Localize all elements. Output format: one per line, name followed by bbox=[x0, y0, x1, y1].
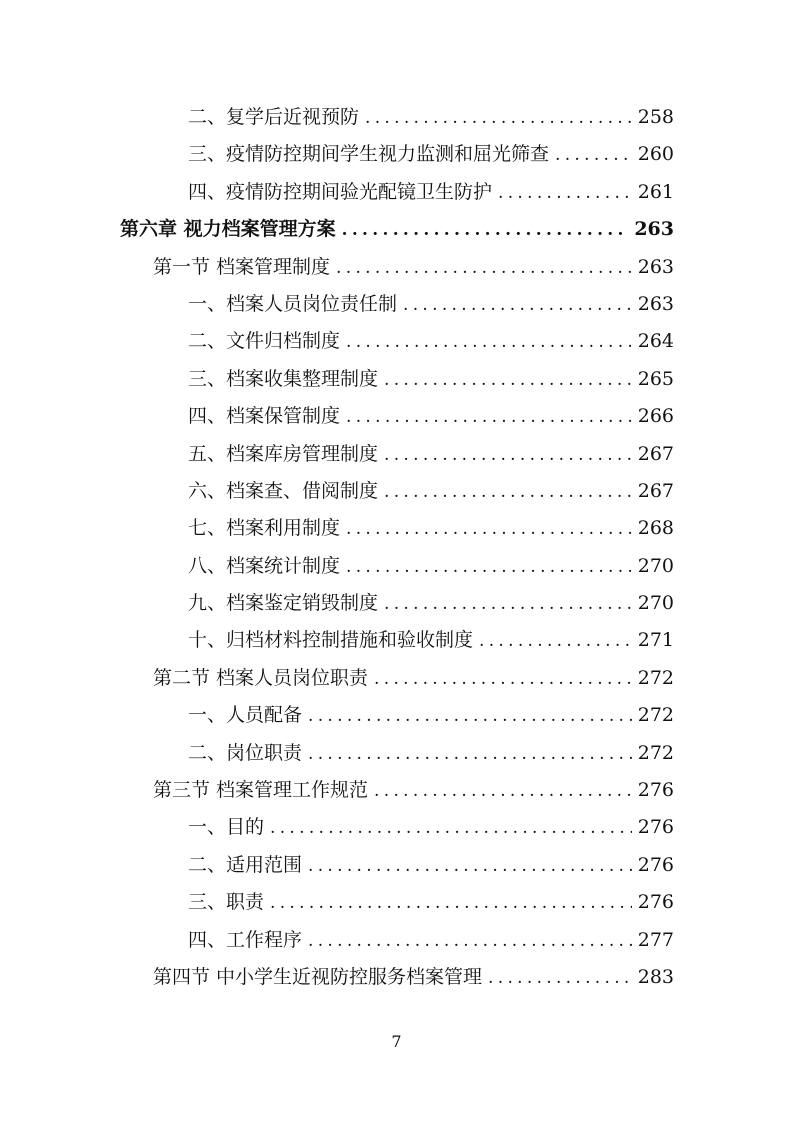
table-of-contents bbox=[0, 99, 793, 996]
toc-entry-page-number: 258 bbox=[637, 106, 674, 128]
toc-entry-label: 六、档案查、借阅制度 bbox=[188, 479, 379, 502]
toc-entry-label: 二、岗位职责 bbox=[188, 741, 303, 764]
toc-entry-item[interactable] bbox=[0, 286, 793, 323]
toc-entry-label: 九、档案鉴定销毁制度 bbox=[188, 592, 379, 615]
toc-entry-item[interactable] bbox=[0, 922, 793, 959]
toc-entry-label: 二、文件归档制度 bbox=[188, 330, 341, 353]
dot-leader bbox=[403, 287, 632, 324]
toc-entry-label: 第六章 视力档案管理方案 bbox=[120, 218, 336, 241]
toc-entry-page-number: 270 bbox=[637, 554, 674, 577]
toc-entry-page-number: 265 bbox=[637, 367, 674, 390]
toc-entry-page-number: 272 bbox=[637, 741, 674, 764]
toc-entry-item[interactable] bbox=[0, 99, 793, 136]
dot-leader bbox=[308, 698, 632, 735]
toc-entry-section[interactable] bbox=[0, 249, 793, 286]
toc-entry-page-number: 276 bbox=[637, 816, 674, 839]
toc-entry-label: 一、目的 bbox=[188, 816, 265, 839]
toc-entry-item[interactable] bbox=[0, 473, 793, 510]
toc-entry-label: 五、档案库房管理制度 bbox=[188, 442, 379, 465]
dot-leader bbox=[346, 549, 632, 586]
dot-leader bbox=[555, 137, 632, 174]
toc-entry-item[interactable] bbox=[0, 398, 793, 435]
toc-entry-page-number: 267 bbox=[637, 479, 674, 502]
toc-entry-chapter[interactable] bbox=[0, 211, 793, 248]
toc-entry-page-number: 277 bbox=[637, 928, 674, 951]
toc-entry-page-number: 283 bbox=[637, 965, 674, 988]
dot-leader bbox=[270, 885, 632, 922]
toc-entry-item[interactable] bbox=[0, 436, 793, 473]
dot-leader bbox=[384, 586, 632, 623]
toc-entry-label: 一、人员配备 bbox=[188, 704, 303, 727]
dot-leader bbox=[346, 324, 632, 361]
toc-entry-label: 四、工作程序 bbox=[188, 928, 303, 951]
toc-entry-item[interactable] bbox=[0, 884, 793, 921]
toc-entry-item[interactable] bbox=[0, 735, 793, 772]
dot-leader bbox=[308, 923, 632, 960]
toc-entry-page-number: 263 bbox=[637, 255, 674, 278]
toc-entry-page-number: 276 bbox=[637, 891, 674, 914]
toc-entry-item[interactable] bbox=[0, 136, 793, 173]
toc-entry-section[interactable] bbox=[0, 772, 793, 809]
toc-entry-page-number: 272 bbox=[637, 704, 674, 727]
toc-entry-page-number: 263 bbox=[634, 218, 674, 241]
toc-entry-item[interactable] bbox=[0, 548, 793, 585]
dot-leader bbox=[374, 661, 632, 698]
dot-leader bbox=[384, 474, 632, 511]
toc-entry-label: 四、档案保管制度 bbox=[188, 405, 341, 428]
dot-leader bbox=[336, 250, 632, 287]
dot-leader bbox=[346, 511, 632, 548]
dot-leader bbox=[498, 175, 632, 212]
dot-leader bbox=[488, 960, 632, 997]
toc-entry-item[interactable] bbox=[0, 809, 793, 846]
toc-entry-page-number: 263 bbox=[637, 292, 674, 315]
toc-entry-label: 第一节 档案管理制度 bbox=[153, 255, 331, 278]
toc-entry-item[interactable] bbox=[0, 361, 793, 398]
toc-entry-page-number: 261 bbox=[637, 180, 674, 203]
toc-entry-item[interactable] bbox=[0, 697, 793, 734]
dot-leader bbox=[365, 100, 632, 137]
toc-entry-label: 十、归档材料控制措施和验收制度 bbox=[188, 629, 474, 652]
toc-entry-page-number: 268 bbox=[637, 517, 674, 540]
toc-entry-label: 第二节 档案人员岗位职责 bbox=[153, 666, 369, 689]
dot-leader bbox=[384, 437, 632, 474]
toc-entry-page-number: 276 bbox=[637, 853, 674, 876]
dot-leader bbox=[342, 212, 629, 249]
toc-entry-page-number: 266 bbox=[637, 405, 674, 428]
dot-leader bbox=[346, 399, 632, 436]
toc-entry-label: 三、职责 bbox=[188, 891, 265, 914]
toc-entry-label: 二、复学后近视预防 bbox=[188, 106, 360, 128]
toc-entry-section[interactable] bbox=[0, 660, 793, 697]
dot-leader bbox=[384, 362, 632, 399]
toc-entry-page-number: 267 bbox=[637, 442, 674, 465]
toc-entry-item[interactable] bbox=[0, 323, 793, 360]
toc-entry-page-number: 270 bbox=[637, 592, 674, 615]
dot-leader bbox=[479, 623, 632, 660]
toc-entry-label: 一、档案人员岗位责任制 bbox=[188, 292, 398, 315]
toc-entry-item[interactable] bbox=[0, 510, 793, 547]
toc-entry-section[interactable] bbox=[0, 959, 793, 996]
toc-entry-label: 七、档案利用制度 bbox=[188, 517, 341, 540]
toc-entry-page-number: 260 bbox=[637, 143, 674, 166]
page-number: 7 bbox=[391, 1032, 402, 1051]
toc-entry-page-number: 272 bbox=[637, 666, 674, 689]
dot-leader bbox=[270, 810, 632, 847]
toc-entry-item[interactable] bbox=[0, 174, 793, 211]
toc-entry-label: 二、适用范围 bbox=[188, 853, 303, 876]
toc-entry-label: 三、档案收集整理制度 bbox=[188, 367, 379, 390]
toc-entry-item[interactable] bbox=[0, 847, 793, 884]
toc-entry-label: 四、疫情防控期间验光配镜卫生防护 bbox=[188, 180, 493, 203]
toc-entry-label: 第三节 档案管理工作规范 bbox=[153, 779, 369, 802]
toc-entry-label: 第四节 中小学生近视防控服务档案管理 bbox=[153, 965, 483, 988]
toc-entry-item[interactable] bbox=[0, 585, 793, 622]
toc-entry-page-number: 264 bbox=[637, 330, 674, 353]
dot-leader bbox=[374, 773, 632, 810]
dot-leader bbox=[308, 736, 632, 773]
toc-entry-label: 八、档案统计制度 bbox=[188, 554, 341, 577]
toc-entry-page-number: 271 bbox=[637, 629, 674, 652]
toc-entry-item[interactable] bbox=[0, 622, 793, 659]
dot-leader bbox=[308, 848, 632, 885]
toc-entry-page-number: 276 bbox=[637, 779, 674, 802]
toc-entry-label: 三、疫情防控期间学生视力监测和屈光筛查 bbox=[188, 143, 550, 166]
